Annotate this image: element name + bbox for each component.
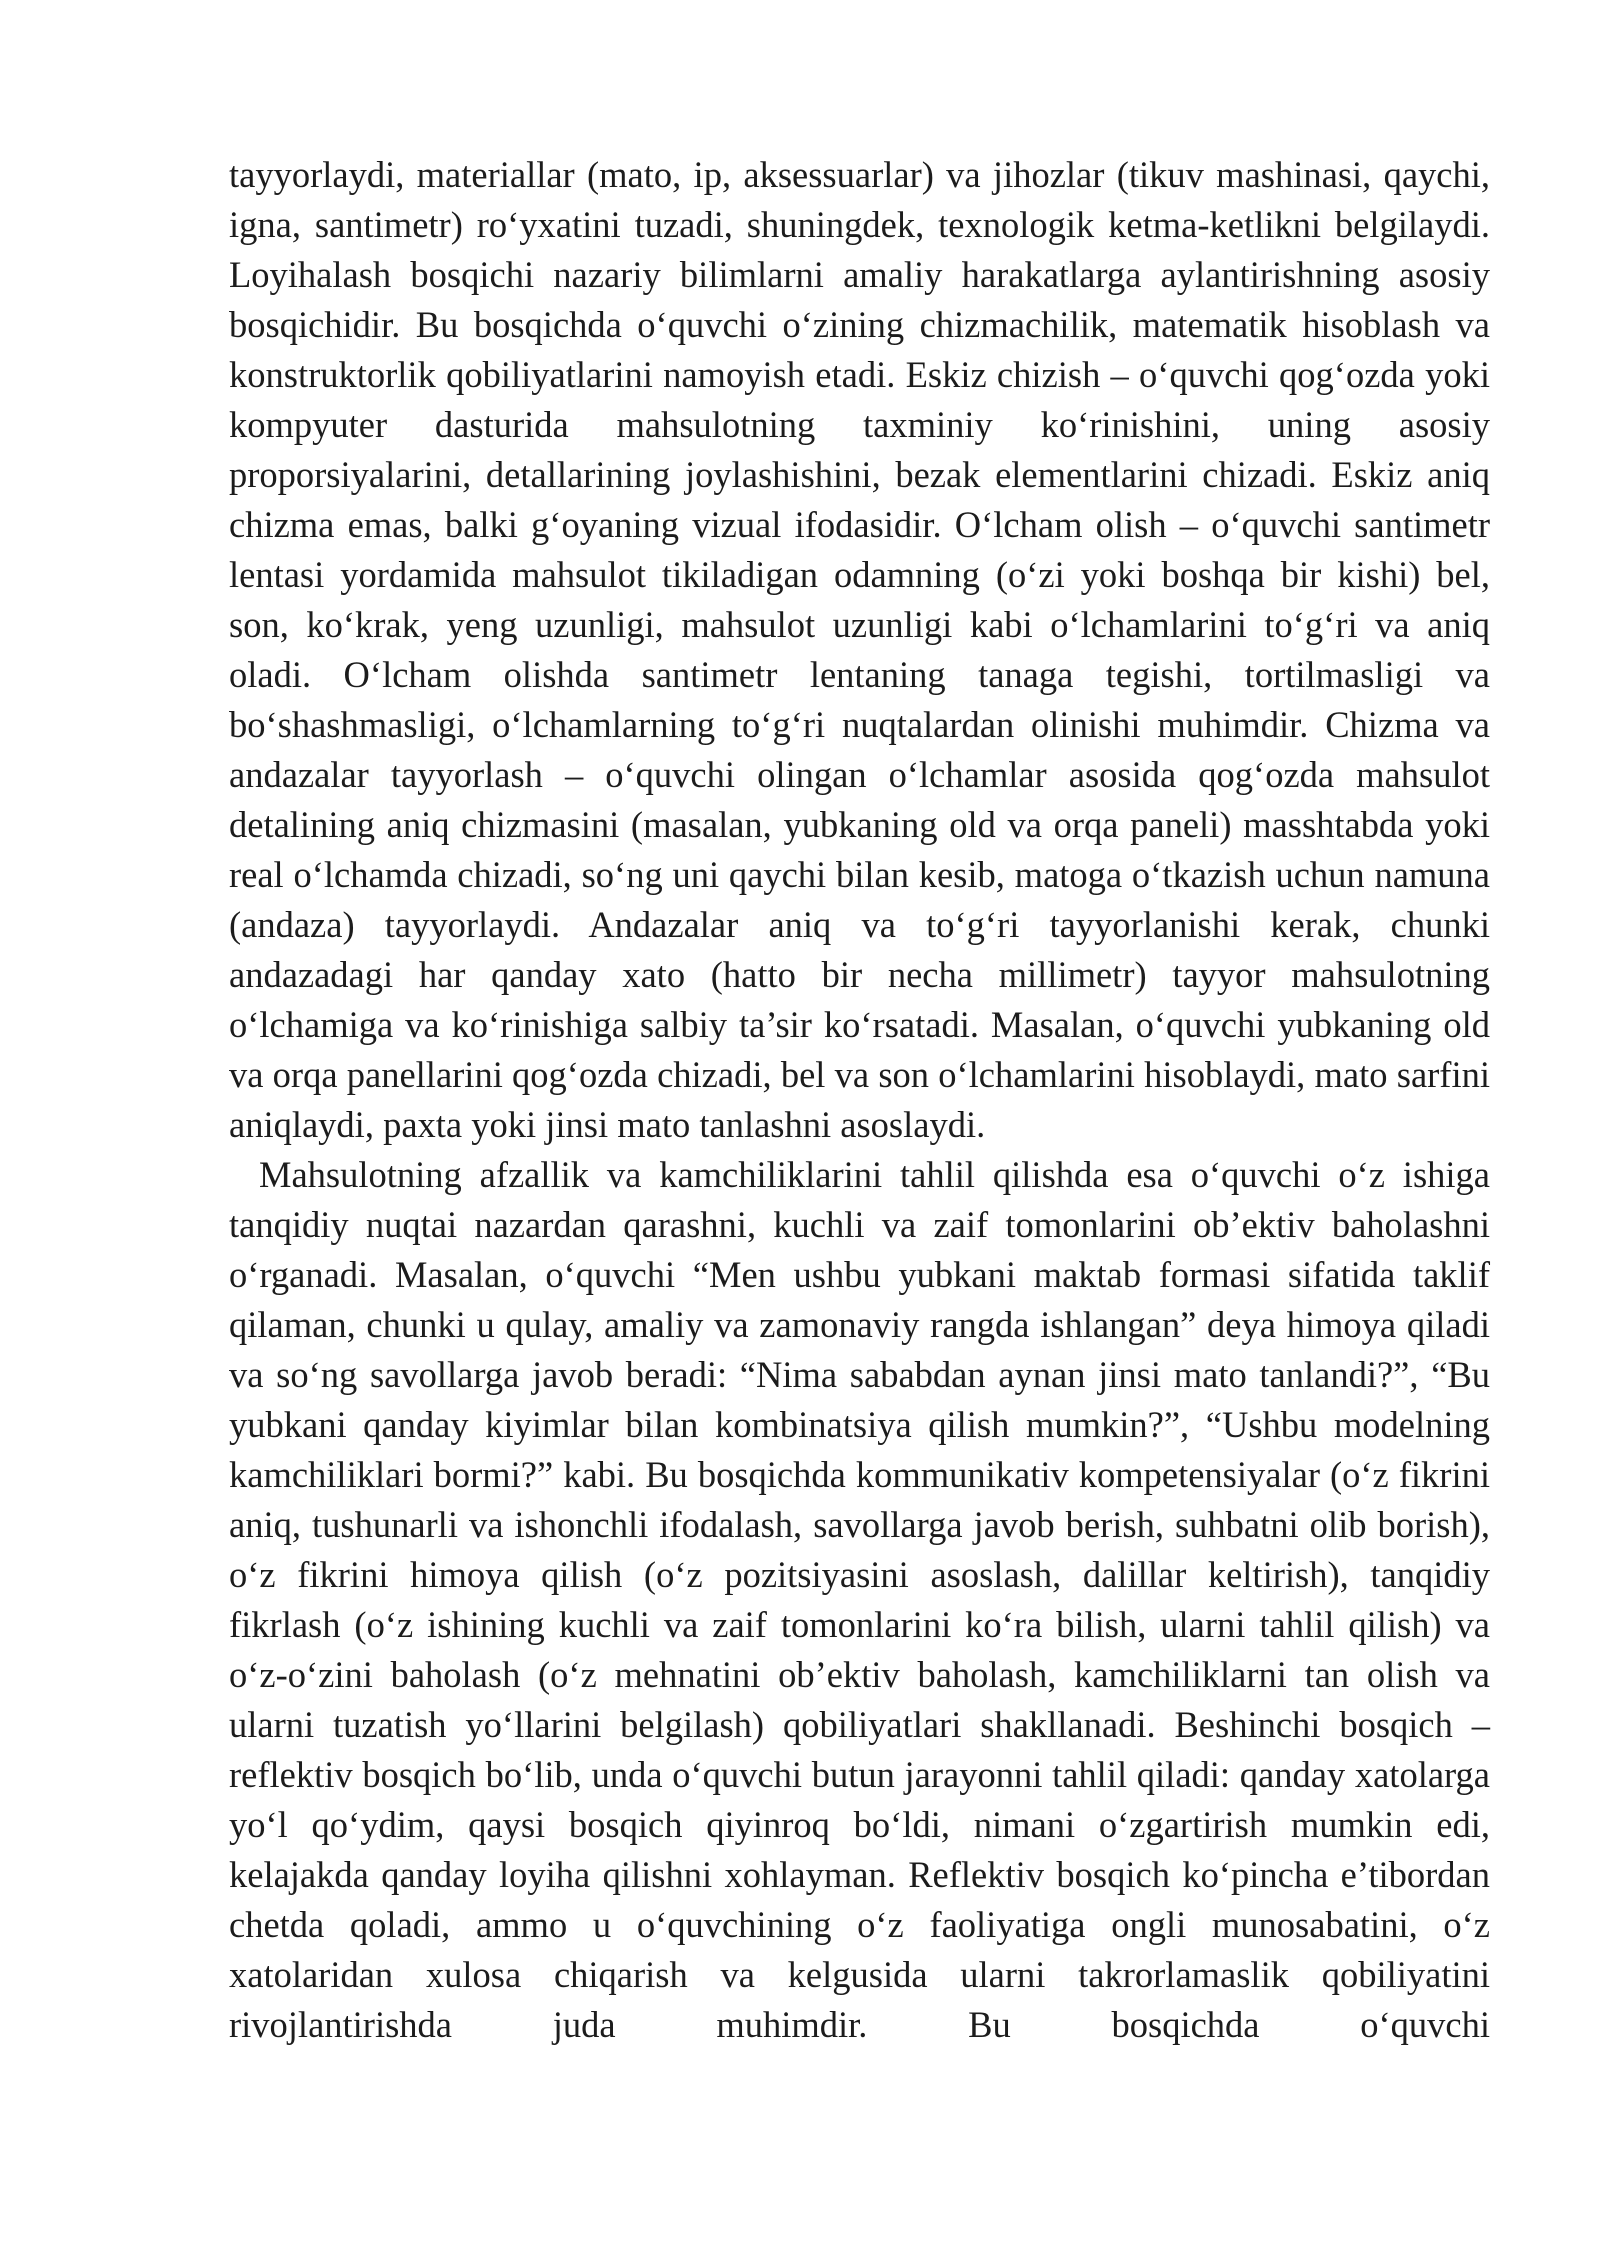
body-paragraph-1: tayyorlaydi, materiallar (mato, ip, aksessuarlar) va jihozlar (tikuv mashinasi, qaychi, igna, santimetr) ro‘yxatini tuzadi, shuningdek, texnologik ketma-ketlikni belgilaydi. Loyihalash bosqichi nazariy bilimlarni amaliy harakatlarga aylantirishning asosiy bosqichidir. Bu bosqichda o‘quvchi o‘zining chizmachilik, matematik hisoblash va konstruktorlik qobiliyatlarini namoyish etadi. Eskiz chizish – o‘quvchi qog‘ozda yoki kompyuter dasturida mahsulotning taxminiy ko‘rinishini, uning asosiy proporsiyalarini, detallarining joylashishini, bezak elementlarini chizadi. Eskiz aniq chizma emas, balki g‘oyaning vizual ifodasidir. O‘lcham olish – o‘quvchi santimetr lentasi yordamida mahsulot tikiladigan odamning (o‘zi yoki boshqa bir kishi) bel, son, ko‘krak, yeng uzunligi, mahsulot uzunligi kabi o‘lchamlarini to‘g‘ri va aniq oladi. O‘lcham olishda santimetr lentaning tanaga tegishi, tortilmasligi va bo‘shashmasligi, o‘lchamlarning to‘g‘ri nuqtalardan olinishi muhimdir. Chizma va andazalar tayyorlash – o‘quvchi olingan o‘lchamlar asosida qog‘ozda mahsulot detalining aniq chizmasini (masalan, yubkaning old va orqa paneli) masshtabda yoki real o‘lchamda chizadi, so‘ng uni qaychi bilan kesib, matoga o‘tkazish uchun namuna (andaza) tayyorlaydi. Andazalar aniq va to‘g‘ri tayyorlanishi kerak, chunki andazadagi har qanday xato (hatto bir necha millimetr) tayyor mahsulotning o‘lchamiga va ko‘rinishiga salbiy ta’sir ko‘rsatadi. Masalan, o‘quvchi yubkaning old va orqa panellarini qog‘ozda chizadi, bel va son o‘lchamlarini hisoblaydi, mato sarfini aniqlaydi, paxta yoki jinsi mato tanlashni asoslaydi.: [229, 154, 1490, 1145]
document-page: [229, 150, 1490, 2050]
body-paragraph-2: Mahsulotning afzallik va kamchiliklarini tahlil qilishda esa o‘quvchi o‘z ishiga tanqidiy nuqtai nazardan qarashni, kuchli va zaif tomonlarini ob’ektiv baholashni o‘rganadi. Masalan, o‘quvchi “Men ushbu yubkani maktab formasi sifatida taklif qilaman, chunki u qulay, amaliy va zamonaviy rangda ishlangan” deya himoya qiladi va so‘ng savollarga javob beradi: “Nima sababdan aynan jinsi mato tanlandi?”, “Bu yubkani qanday kiyimlar bilan kombinatsiya qilish mumkin?”, “Ushbu modelning kamchiliklari bormi?” kabi. Bu bosqichda kommunikativ kompetensiyalar (o‘z fikrini aniq, tushunarli va ishonchli ifodalash, savollarga javob berish, suhbatni olib borish), o‘z fikrini himoya qilish (o‘z pozitsiyasini asoslash, dalillar keltirish), tanqidiy fikrlash (o‘z ishining kuchli va zaif tomonlarini ko‘ra bilish, ularni tahlil qilish) va o‘z-o‘zini baholash (o‘z mehnatini ob’ektiv baholash, kamchiliklarni tan olish va ularni tuzatish yo‘llarini belgilash) qobiliyatlari shakllanadi. Beshinchi bosqich – reflektiv bosqich bo‘lib, unda o‘quvchi butun jarayonni tahlil qiladi: qanday xatolarga yo‘l qo‘ydim, qaysi bosqich qiyinroq bo‘ldi, nimani o‘zgartirish mumkin edi, kelajakda qanday loyiha qilishni xohlayman. Reflektiv bosqich ko‘pincha e’tibordan chetda qoladi, ammo u o‘quvchining o‘z faoliyatiga ongli munosabatini, o‘z xatolaridan xulosa chiqarish va kelgusida ularni takrorlamaslik qobiliyatini rivojlantirishda juda muhimdir. Bu bosqichda o‘quvchi: [229, 1154, 1490, 2045]
